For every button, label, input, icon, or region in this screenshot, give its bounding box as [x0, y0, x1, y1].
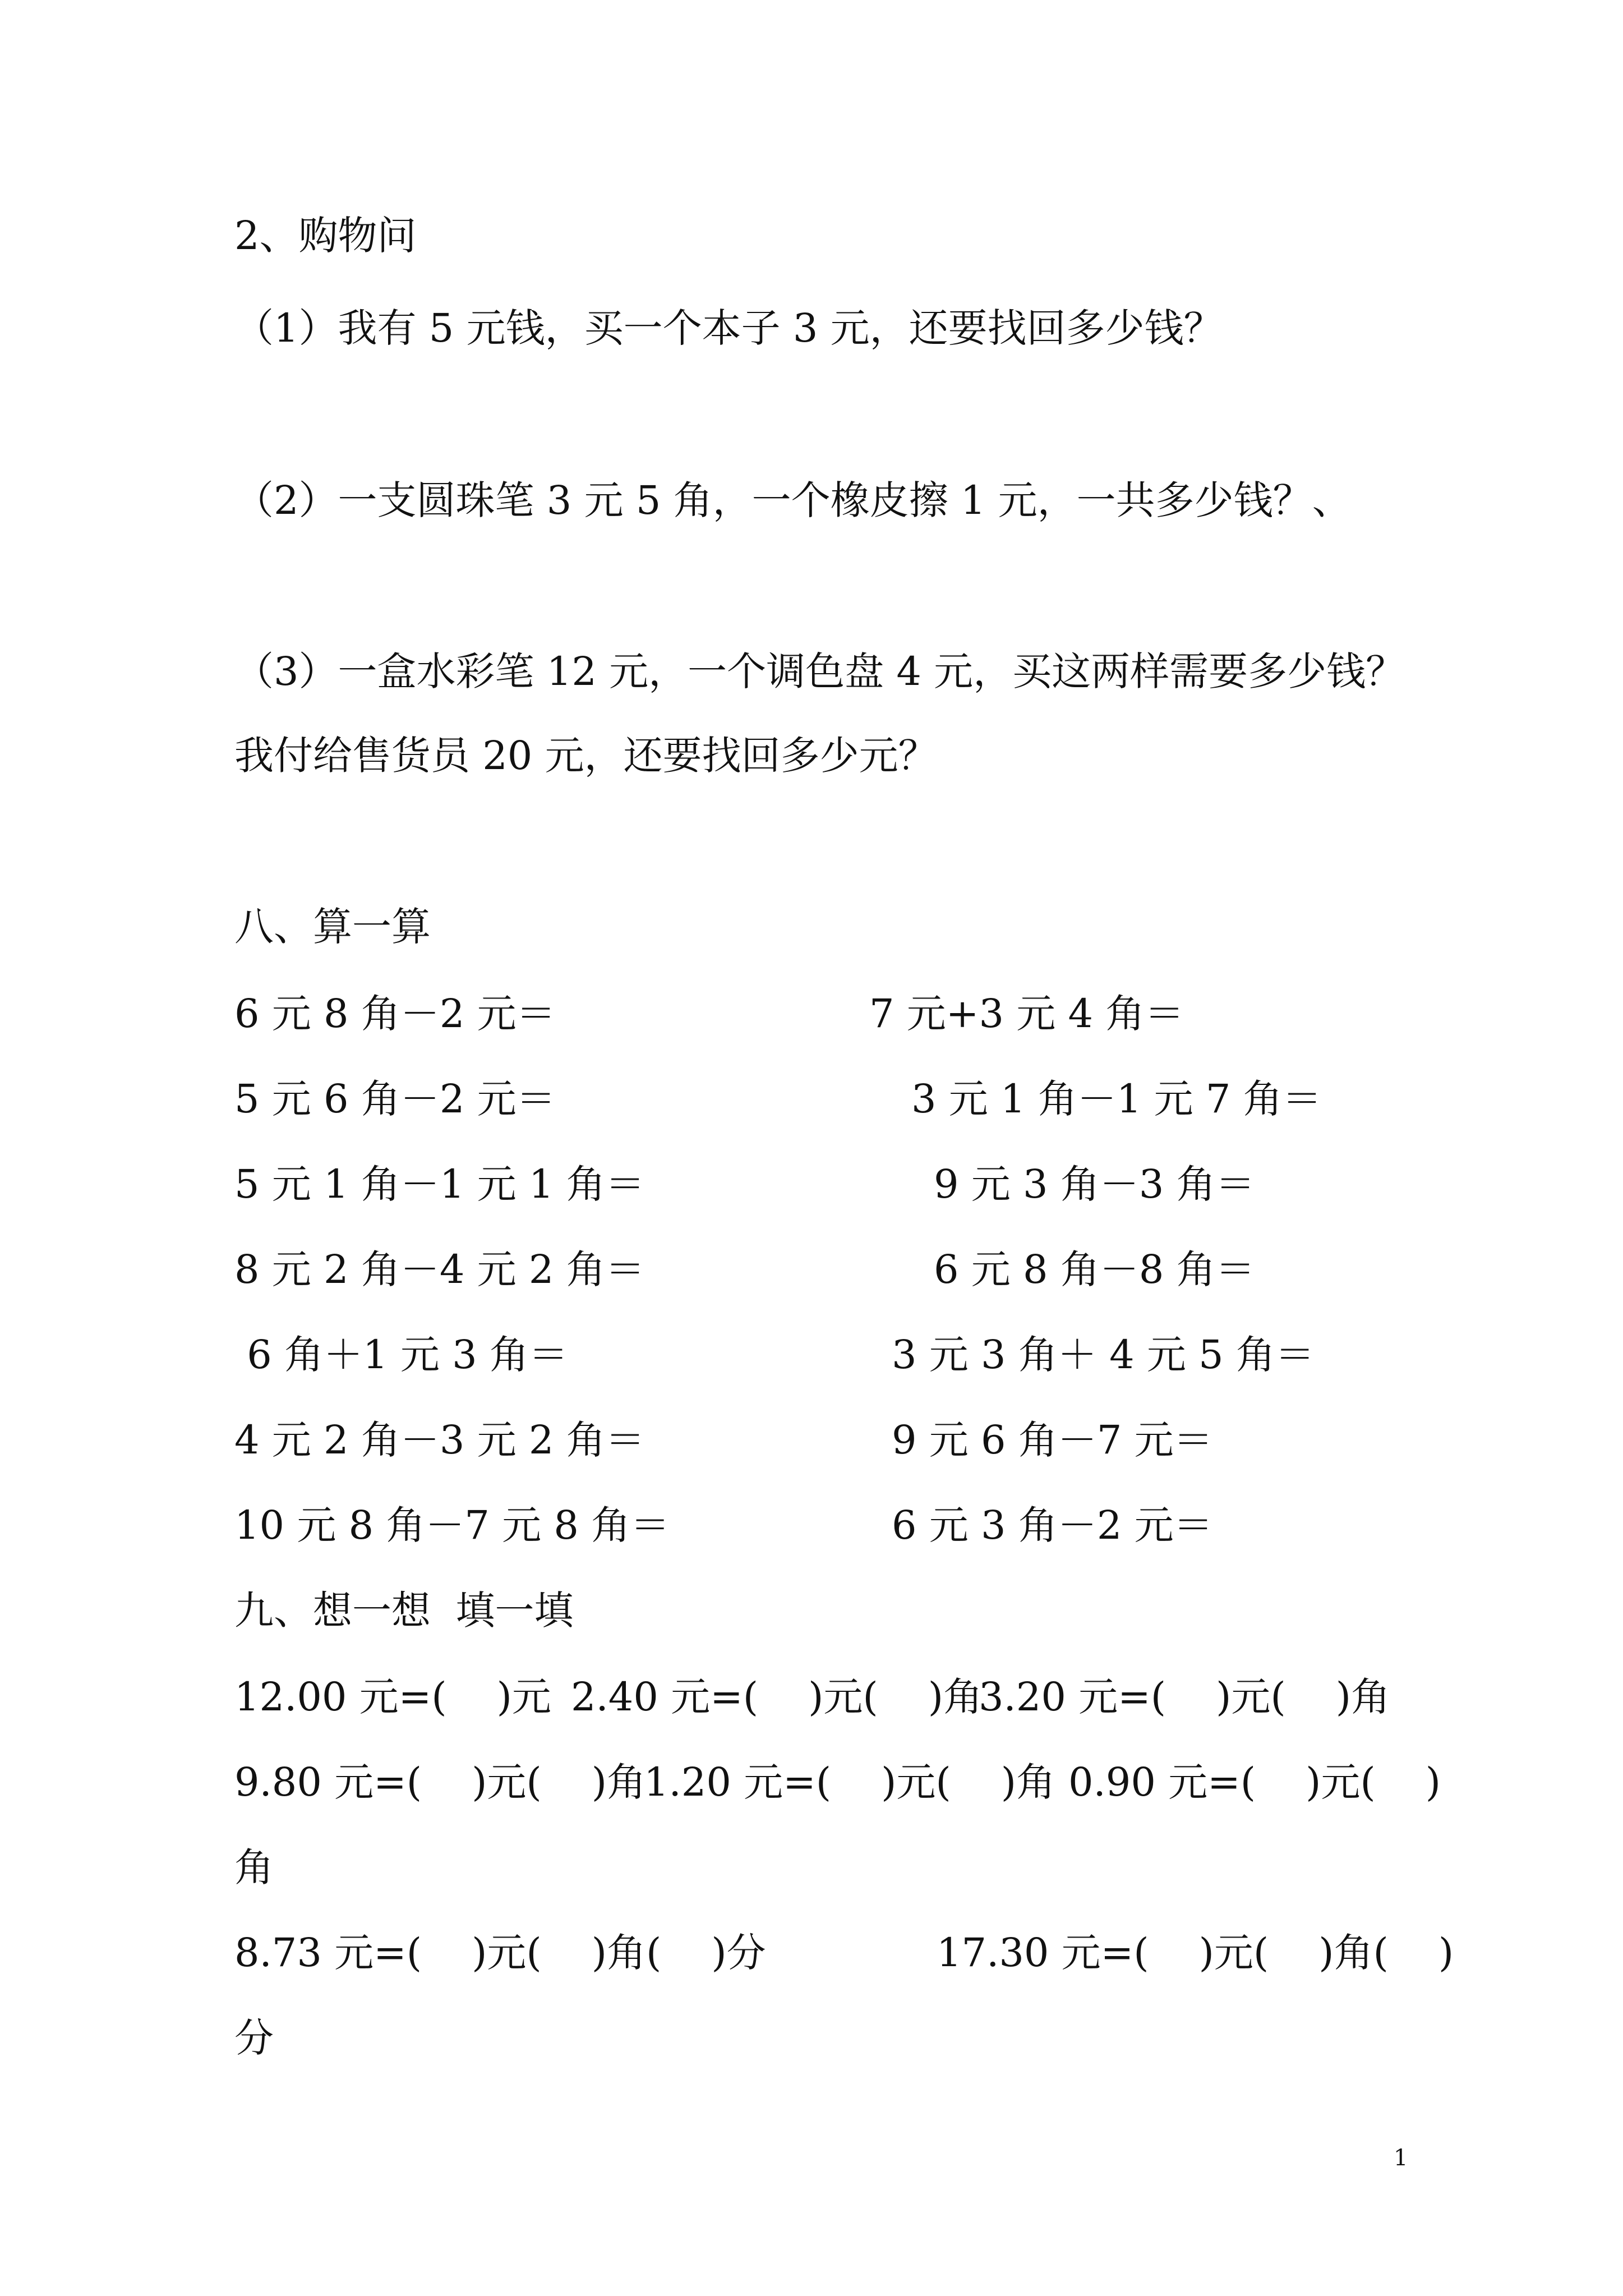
- question-2: （2）一支圆珠笔 3 元 5 角，一个橡皮擦 1 元，一共多少钱？、: [234, 477, 1352, 523]
- question-3-line-2: 我付给售货员 20 元，还要找回多少元？: [234, 733, 938, 779]
- fill-row1-item2: 2.40 元=( )元( )角: [571, 1674, 983, 1720]
- fill-row2-item1: 9.80 元=( )元( )角: [234, 1759, 647, 1805]
- fill-row2-item3: 0.90 元=( )元( ): [1068, 1759, 1441, 1805]
- section-heading-calculate: 八、算一算: [234, 904, 431, 950]
- calc-left-5: 6 角＋1 元 3 角＝: [234, 1332, 568, 1378]
- question-3-line-1: （3）一盒水彩笔 12 元，一个调色盘 4 元，买这两样需要多少钱？: [234, 648, 1405, 694]
- fill-row1-item1: 12.00 元=( )元: [234, 1674, 551, 1720]
- section-heading-shopping: 2、购物问: [234, 213, 417, 259]
- calc-right-1: 7 元+3 元 4 角＝: [869, 991, 1184, 1037]
- fill-row3-item1: 8.73 元=( )元( )角( )分: [234, 1930, 766, 1976]
- fill-row3-item2: 17.30 元=( )元( )角( ): [937, 1930, 1454, 1976]
- calc-right-4: 6 元 8 角－8 角＝: [934, 1246, 1255, 1292]
- calc-right-6: 9 元 6 角－7 元＝: [892, 1417, 1213, 1463]
- calc-left-4: 8 元 2 角－4 元 2 角＝: [234, 1246, 645, 1292]
- calc-left-6: 4 元 2 角－3 元 2 角＝: [234, 1417, 645, 1463]
- fill-row3-wrap: 分: [234, 2015, 274, 2061]
- calc-right-2: 3 元 1 角－1 元 7 角＝: [911, 1076, 1322, 1122]
- calc-right-3: 9 元 3 角－3 角＝: [934, 1161, 1255, 1207]
- question-1: （1）我有 5 元钱，买一个本子 3 元，还要找回多少钱？: [234, 305, 1223, 351]
- calc-right-5: 3 元 3 角＋ 4 元 5 角＝: [892, 1332, 1315, 1378]
- calc-left-2: 5 元 6 角－2 元＝: [234, 1076, 556, 1122]
- section-heading-fill-in: 九、想一想 填一填: [234, 1588, 574, 1634]
- calc-left-7: 10 元 8 角－7 元 8 角＝: [234, 1502, 670, 1548]
- fill-row1-item3: 3.20 元=( )元( )角: [979, 1674, 1391, 1720]
- fill-row2-item2: 1.20 元=( )元( )角: [644, 1759, 1056, 1805]
- page-number: 1: [1394, 2145, 1408, 2171]
- calc-left-1: 6 元 8 角－2 元＝: [234, 991, 556, 1037]
- fill-row2-wrap: 角: [234, 1844, 274, 1890]
- calc-left-3: 5 元 1 角－1 元 1 角＝: [234, 1161, 645, 1207]
- calc-right-7: 6 元 3 角－2 元＝: [892, 1502, 1213, 1548]
